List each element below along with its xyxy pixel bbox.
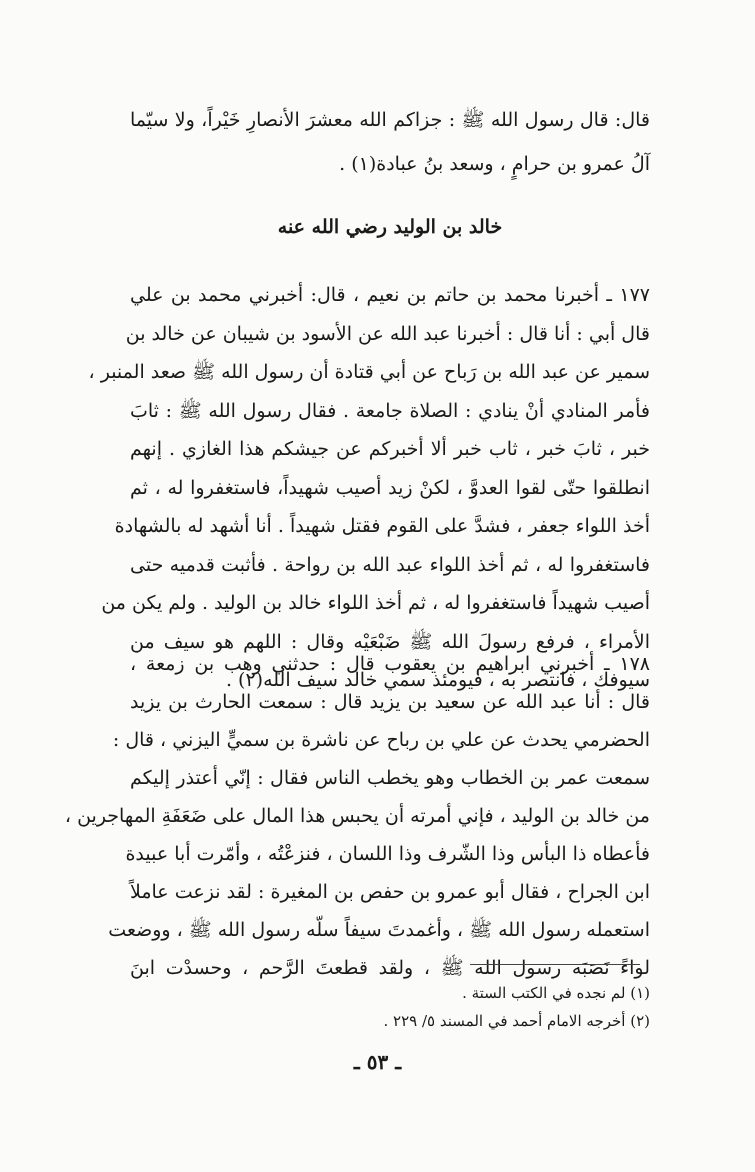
- text-line: قال : أنا عبد الله عن سعيد بن يزيد قال : سمعت الحارث بن يزيد: [130, 691, 650, 713]
- page-number: ـ ٥٣ ـ: [353, 1050, 402, 1074]
- text-line: فأمر المنادي أنْ ينادي : الصلاة جامعة . فقال رسول الله ﷺ : ثابَ: [130, 399, 650, 422]
- text-line: خبر ، ثابَ خبر ، ثاب خبر ألا أخبركم عن جيشكم هذا الغازي . إنهم: [130, 438, 650, 460]
- footnote: (١) لم نجده في الكتب الستة .: [462, 984, 650, 1002]
- footnotes: [130, 979, 650, 1035]
- text-line: سيوفك ، فانتصر به ، فيومئذ سمي خالد سيف الله(٢) .: [225, 669, 650, 691]
- text-line: ١٧٧ ـ أخبرنا محمد بن حاتم بن نعيم ، قال: أخبرني محمد بن علي: [130, 284, 650, 306]
- text-line: ابن الجراح ، فقال أبو عمرو بن حفص بن المغيرة : لقد نزعت عاملاً: [130, 881, 650, 903]
- text-line: انطلقوا حتّى لقوا العدوَّ ، لكنْ زيد أصيب شهيداً، فاستغفروا له ، ثم: [130, 476, 650, 499]
- text-line: سمير عن عبد الله بن رَباح عن أبي قتادة أن رسول الله ﷺ صعد المنبر ،: [88, 361, 650, 383]
- text-line: ١٧٨ ـ أخبرني ابراهيم بن يعقوب قال : حدثني وهب بن زمعة ،: [130, 653, 650, 675]
- text-line: فاستغفروا له ، ثم أخذ اللواء عبد الله بن رواحة . فأثبت قدميه حتى: [130, 553, 650, 576]
- section-heading: خالد بن الوليد رضي الله عنه: [277, 216, 503, 238]
- footnote-divider: [470, 964, 640, 965]
- text-line: قال: قال رسول الله ﷺ : جزاكم الله معشرَ الأنصارِ خَيْراً، ولا سيّما: [130, 109, 650, 131]
- text-line: فأعطاه ذا البأس وذا الشّرف وذا اللسان ، فنزعْتُه ، وأمّرت أبا عبيدة: [125, 843, 650, 865]
- text-line: سمعت عمر بن الخطاب وهو يخطب الناس فقال : إنّي أعتذر إليكم: [130, 767, 650, 789]
- hadith-178-paragraph: [64, 645, 650, 987]
- text-line: آلُ عمرو بن حرامٍ ، وسعد بنُ عبادة(١) .: [339, 153, 650, 175]
- intro-paragraph: [130, 98, 650, 186]
- text-line: الحضرمي يحدث عن علي بن رباح عن ناشرة بن سميٍّ اليزني ، قال :: [112, 729, 650, 751]
- text-line: من خالد بن الوليد ، فإني أمرته أن يحبس هذا المال على ضَعَفَةِ المهاجرين ،: [64, 805, 650, 827]
- text-line: استعمله رسول الله ﷺ ، وأغمدتَ سيفاً سلّه رسول الله ﷺ ، ووضعت: [108, 919, 650, 941]
- footnote: (٢) أخرجه الامام أحمد في المسند ٥/ ٢٢٩ .: [383, 1012, 650, 1030]
- text-line: أخذ اللواء جعفر ، فشدَّ على القوم فقتل شهيداً . أنا أشهد له بالشهادة: [114, 515, 650, 537]
- hadith-177-paragraph: [88, 276, 650, 700]
- text-line: أصيب شهيداً فاستغفروا له ، ثم أخذ اللواء خالد بن الوليد . ولم يكن من: [101, 592, 650, 614]
- text-line: قال أبي : أنا قال : أخبرنا عبد الله عن الأسود بن شيبان عن خالد بن: [125, 322, 650, 345]
- text-line: الأمراء ، فرفع رسولَ الله ﷺ ضَبْعَيْه وقال : اللهم هو سيف من: [130, 630, 650, 653]
- text-line: لواءً نَصَبَه رسول الله ﷺ ، ولقد قطعتَ الرَّحم ، وحسدْت ابنَ: [130, 957, 650, 979]
